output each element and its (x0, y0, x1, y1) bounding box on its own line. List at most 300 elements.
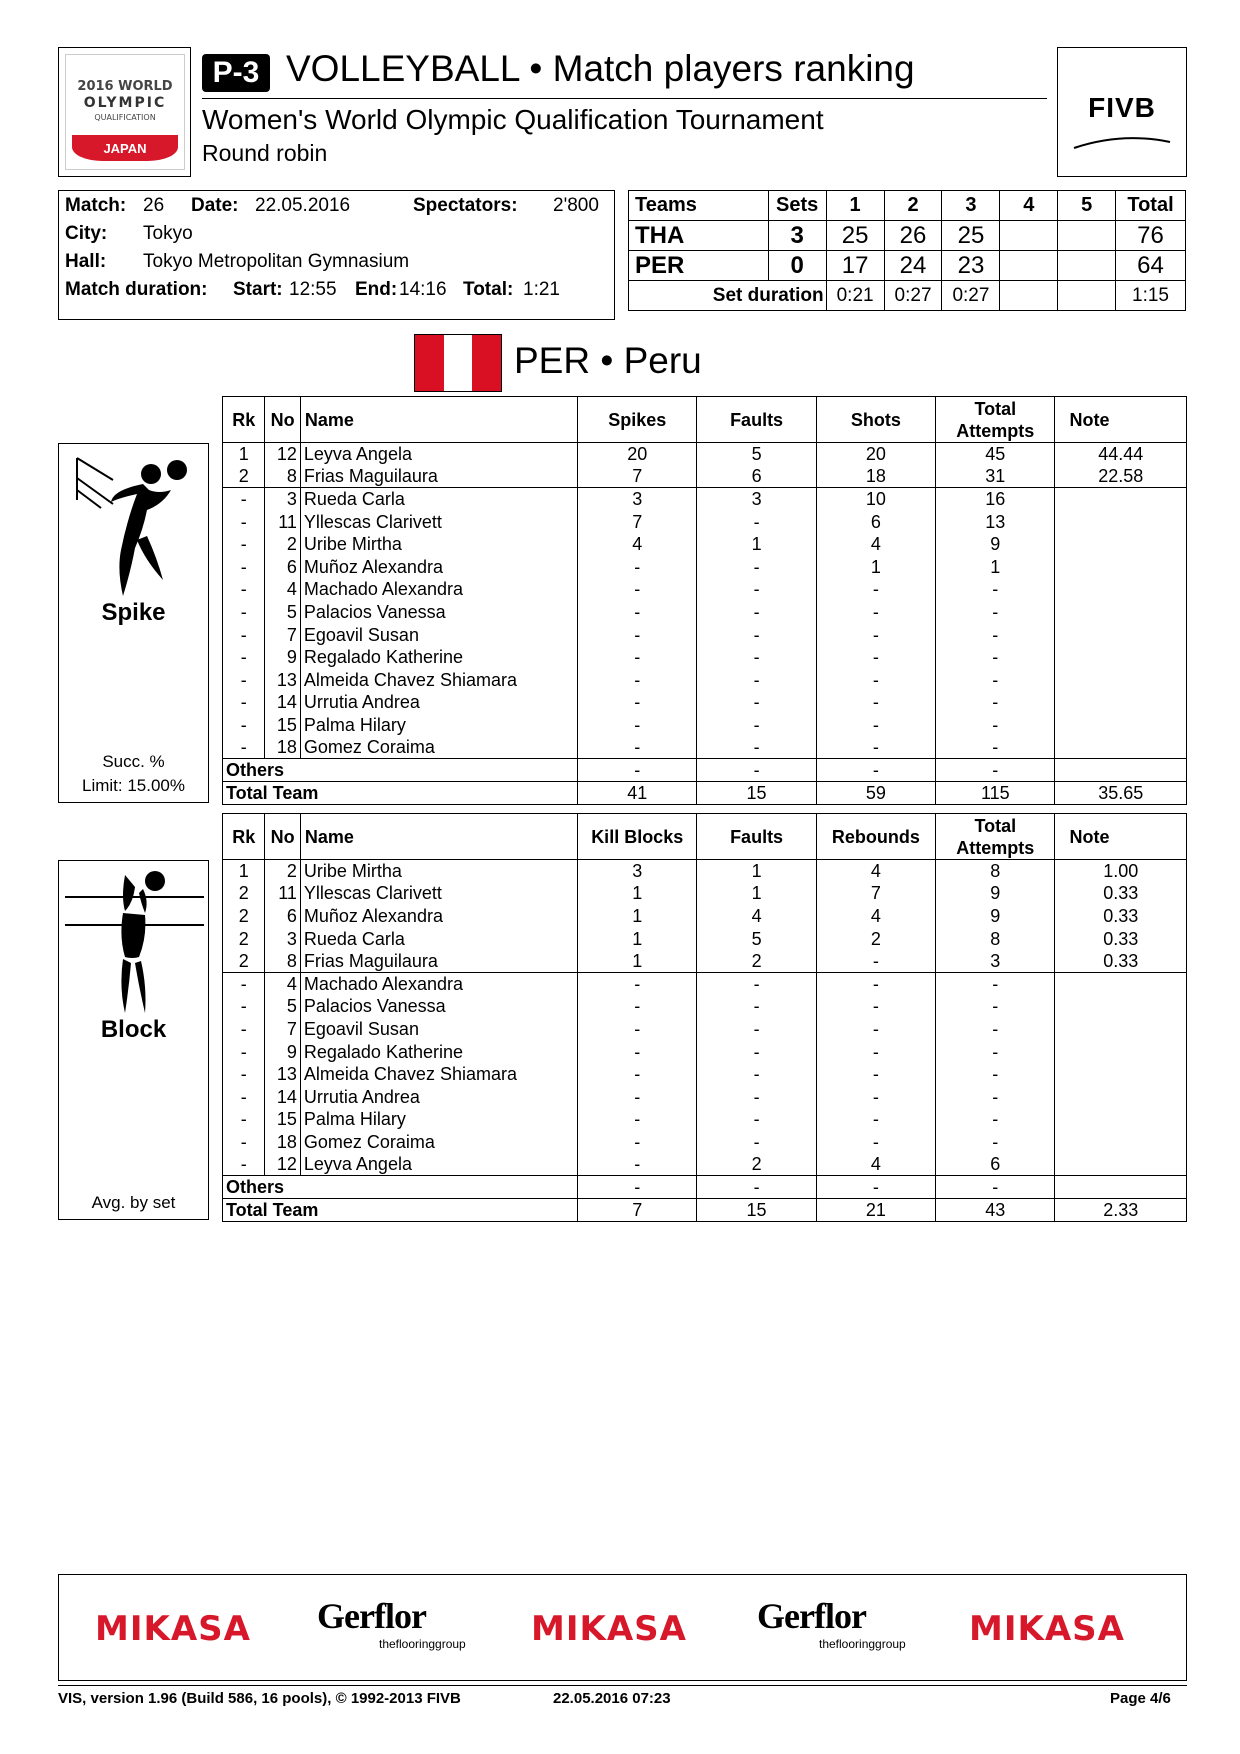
player-rank: - (223, 488, 265, 511)
stat-col2: - (697, 623, 816, 646)
total-label: Total Team (223, 781, 578, 804)
report-code-badge: P-3 (202, 54, 270, 92)
stat-col2: - (697, 555, 816, 578)
block-header-row (223, 814, 1187, 860)
stat-col3: - (816, 1131, 935, 1154)
mikasa-logo: MIKASA (531, 1609, 687, 1649)
stat-col4: - (936, 972, 1055, 995)
stat-col3: - (816, 1108, 935, 1131)
player-number: 2 (265, 533, 300, 556)
player-row (223, 1108, 1187, 1131)
stat-note (1055, 995, 1187, 1018)
player-rank: 2 (223, 927, 265, 950)
stat-col1: - (578, 736, 697, 759)
player-number: 3 (265, 927, 300, 950)
stat-col1: - (578, 691, 697, 714)
player-number: 2 (265, 860, 300, 883)
stat-col1: 7 (578, 465, 697, 488)
player-number: 8 (265, 950, 300, 973)
player-row (223, 950, 1187, 973)
player-rank: - (223, 646, 265, 669)
stat-col3: - (816, 1040, 935, 1063)
header-col4: Total Attempts (936, 397, 1055, 443)
stat-col2: - (697, 1108, 816, 1131)
others-note (1055, 759, 1187, 782)
player-row (223, 488, 1187, 511)
player-row (223, 443, 1187, 466)
player-name: Almeida Chavez Shiamara (300, 668, 577, 691)
set-score: 23 (942, 251, 1000, 281)
player-name: Yllescas Clarivett (300, 882, 577, 905)
stat-col3: - (816, 1063, 935, 1086)
player-name: Egoavil Susan (300, 623, 577, 646)
player-row (223, 465, 1187, 488)
header-col4: Total Attempts (936, 814, 1055, 860)
stat-col3: 18 (816, 465, 935, 488)
stat-col4: 9 (936, 533, 1055, 556)
stat-col1: - (578, 1085, 697, 1108)
player-number: 13 (265, 668, 300, 691)
match-label: Match: (65, 195, 127, 216)
total-team-row (223, 1198, 1187, 1221)
player-row (223, 905, 1187, 928)
total-note: 2.33 (1055, 1198, 1187, 1221)
start-time: 12:55 (289, 279, 337, 300)
player-number: 14 (265, 1085, 300, 1108)
stat-col1: - (578, 1018, 697, 1041)
title-divider (202, 98, 1047, 99)
player-row (223, 1018, 1187, 1041)
player-rank: - (223, 555, 265, 578)
stat-note (1055, 601, 1187, 624)
stat-col2: 4 (697, 905, 816, 928)
total-c3: 21 (816, 1198, 935, 1221)
player-number: 5 (265, 601, 300, 624)
stat-col2: 5 (697, 443, 816, 466)
player-name: Palacios Vanessa (300, 601, 577, 624)
player-name: Uribe Mirtha (300, 533, 577, 556)
player-name: Muñoz Alexandra (300, 555, 577, 578)
stat-col2: - (697, 601, 816, 624)
stat-col3: 7 (816, 882, 935, 905)
stat-col3: - (816, 646, 935, 669)
start-label: Start: (233, 279, 283, 300)
spectators-count: 2'800 (553, 195, 599, 216)
total-note: 35.65 (1055, 781, 1187, 804)
fivb-logo-text: FIVB (1088, 92, 1156, 123)
stat-note (1055, 555, 1187, 578)
stat-col1: 4 (578, 533, 697, 556)
stat-col1: 3 (578, 488, 697, 511)
stat-col4: - (936, 646, 1055, 669)
stat-col3: - (816, 972, 935, 995)
player-row (223, 623, 1187, 646)
report-title: VOLLEYBALL • Match players ranking (286, 48, 915, 89)
player-rank: - (223, 1040, 265, 1063)
stat-col4: - (936, 668, 1055, 691)
stat-col3: 10 (816, 488, 935, 511)
player-row (223, 972, 1187, 995)
others-c3: - (816, 1176, 935, 1199)
stat-col3: 4 (816, 905, 935, 928)
sets-won: 3 (768, 221, 826, 251)
stat-col4: 31 (936, 465, 1055, 488)
others-row (223, 759, 1187, 782)
stat-note (1055, 1153, 1187, 1176)
stat-note (1055, 691, 1187, 714)
player-rank: - (223, 510, 265, 533)
header-rank: Rk (223, 814, 265, 860)
stat-col4: 1 (936, 555, 1055, 578)
mikasa-logo: MIKASA (95, 1609, 251, 1649)
set-score (1058, 221, 1116, 251)
stat-col4: - (936, 1018, 1055, 1041)
stat-note (1055, 623, 1187, 646)
stat-note: 0.33 (1055, 905, 1187, 928)
player-name: Muñoz Alexandra (300, 905, 577, 928)
footer-page-number: Page 4/6 (1110, 1690, 1171, 1707)
player-row (223, 578, 1187, 601)
set-duration (1000, 281, 1058, 311)
player-row (223, 927, 1187, 950)
stat-note: 44.44 (1055, 443, 1187, 466)
player-number: 12 (265, 1153, 300, 1176)
player-number: 7 (265, 623, 300, 646)
player-name: Leyva Angela (300, 443, 577, 466)
player-name: Rueda Carla (300, 927, 577, 950)
stat-col2: - (697, 995, 816, 1018)
duration-label: Match duration: (65, 279, 208, 300)
stat-col3: 1 (816, 555, 935, 578)
stat-note (1055, 646, 1187, 669)
end-time: 14:16 (399, 279, 447, 300)
header-note: Note (1055, 814, 1187, 860)
stat-col4: 13 (936, 510, 1055, 533)
stat-col1: - (578, 995, 697, 1018)
stat-col2: - (697, 1085, 816, 1108)
score-header-row (629, 191, 1186, 221)
stat-col1: 1 (578, 927, 697, 950)
header-name: Name (300, 814, 577, 860)
fivb-swoosh-icon (1072, 130, 1172, 150)
player-name: Palma Hilary (300, 714, 577, 737)
spike-panel (58, 443, 209, 803)
player-number: 18 (265, 1131, 300, 1154)
stat-note (1055, 1018, 1187, 1041)
stat-col1: - (578, 1063, 697, 1086)
stat-note (1055, 736, 1187, 759)
header-name: Name (300, 397, 577, 443)
player-name: Machado Alexandra (300, 578, 577, 601)
player-row (223, 1131, 1187, 1154)
stat-col1: - (578, 972, 697, 995)
set-score (1000, 221, 1058, 251)
player-name: Rueda Carla (300, 488, 577, 511)
block-table-body (223, 860, 1187, 1222)
others-c2: - (697, 1176, 816, 1199)
player-rank: - (223, 601, 265, 624)
stat-col1: 1 (578, 950, 697, 973)
player-name: Gomez Coraima (300, 1131, 577, 1154)
team-code: THA (629, 221, 769, 251)
player-rank: - (223, 995, 265, 1018)
total-c3: 59 (816, 781, 935, 804)
header-number: No (265, 814, 300, 860)
hall-label: Hall: (65, 251, 107, 272)
player-name: Machado Alexandra (300, 972, 577, 995)
player-number: 11 (265, 882, 300, 905)
player-name: Egoavil Susan (300, 1018, 577, 1041)
stat-note (1055, 972, 1187, 995)
stat-note (1055, 1085, 1187, 1108)
stat-col3: - (816, 1085, 935, 1108)
stat-col3: - (816, 668, 935, 691)
player-number: 5 (265, 995, 300, 1018)
set-score (1000, 251, 1058, 281)
score-header-set1: 1 (826, 191, 884, 221)
player-number: 4 (265, 972, 300, 995)
stat-col2: 2 (697, 1153, 816, 1176)
stat-note (1055, 510, 1187, 533)
stat-col2: - (697, 1063, 816, 1086)
hall-value: Tokyo Metropolitan Gymnasium (143, 251, 410, 272)
player-rank: - (223, 668, 265, 691)
player-rank: - (223, 1063, 265, 1086)
set-duration: 0:27 (884, 281, 942, 311)
tournament-name: Women's World Olympic Qualification Tournament (202, 104, 824, 135)
player-row (223, 714, 1187, 737)
stat-col2: - (697, 510, 816, 533)
footer-printed-date: 22.05.2016 07:23 (553, 1690, 671, 1707)
stat-col2: - (697, 578, 816, 601)
stat-col1: - (578, 1040, 697, 1063)
player-rank: - (223, 1153, 265, 1176)
event-logo (58, 47, 191, 177)
others-label: Others (223, 1176, 578, 1199)
header-rank: Rk (223, 397, 265, 443)
stat-col4: - (936, 691, 1055, 714)
event-logo-line3: QUALIFICATION (94, 113, 156, 122)
stat-note (1055, 578, 1187, 601)
player-number: 15 (265, 714, 300, 737)
score-row-tha (629, 221, 1186, 251)
player-rank: - (223, 1085, 265, 1108)
set-duration-total: 1:15 (1116, 281, 1186, 311)
player-rank: 1 (223, 443, 265, 466)
total-points: 64 (1116, 251, 1186, 281)
player-row (223, 601, 1187, 624)
stat-col3: - (816, 736, 935, 759)
header-col3: Rebounds (816, 814, 935, 860)
stat-col4: - (936, 1108, 1055, 1131)
total-duration-label: Total: (463, 279, 514, 300)
player-name: Palacios Vanessa (300, 995, 577, 1018)
city-value: Tokyo (143, 223, 193, 244)
spike-player-icon (73, 450, 195, 600)
round-name: Round robin (202, 140, 328, 166)
stat-col1: - (578, 578, 697, 601)
stat-note: 22.58 (1055, 465, 1187, 488)
stat-note: 0.33 (1055, 927, 1187, 950)
header-col3: Shots (816, 397, 935, 443)
player-rank: - (223, 578, 265, 601)
score-header-total: Total (1116, 191, 1186, 221)
player-name: Frias Maguilaura (300, 950, 577, 973)
stat-col3: - (816, 601, 935, 624)
spike-table-body (223, 443, 1187, 805)
stat-col1: 1 (578, 882, 697, 905)
stat-col3: 4 (816, 860, 935, 883)
stat-col4: - (936, 1063, 1055, 1086)
stat-col4: - (936, 736, 1055, 759)
set-duration: 0:21 (826, 281, 884, 311)
stat-col3: - (816, 623, 935, 646)
team-code: PER (629, 251, 769, 281)
date-label: Date: (191, 195, 239, 216)
player-row (223, 555, 1187, 578)
stat-col4: - (936, 1040, 1055, 1063)
score-header-teams: Teams (629, 191, 769, 221)
set-score: 26 (884, 221, 942, 251)
player-number: 14 (265, 691, 300, 714)
stat-col2: 5 (697, 927, 816, 950)
others-label: Others (223, 759, 578, 782)
stat-col1: - (578, 623, 697, 646)
total-label: Total Team (223, 1198, 578, 1221)
player-name: Yllescas Clarivett (300, 510, 577, 533)
player-rank: - (223, 972, 265, 995)
player-name: Uribe Mirtha (300, 860, 577, 883)
player-rank: 2 (223, 905, 265, 928)
player-row (223, 646, 1187, 669)
stat-col4: - (936, 601, 1055, 624)
player-name: Urrutia Andrea (300, 691, 577, 714)
stat-note: 1.00 (1055, 860, 1187, 883)
total-c2: 15 (697, 1198, 816, 1221)
stat-col1: - (578, 1131, 697, 1154)
spectators-label: Spectators: (413, 195, 518, 216)
others-row (223, 1176, 1187, 1199)
player-row (223, 736, 1187, 759)
player-number: 6 (265, 905, 300, 928)
header-col2: Faults (697, 814, 816, 860)
player-row (223, 1085, 1187, 1108)
spike-limit: Limit: 15.00% (82, 776, 185, 795)
stat-col4: 9 (936, 882, 1055, 905)
player-rank: 2 (223, 950, 265, 973)
player-rank: 2 (223, 465, 265, 488)
player-number: 3 (265, 488, 300, 511)
stat-col2: - (697, 736, 816, 759)
player-row (223, 1153, 1187, 1176)
spike-header-row (223, 397, 1187, 443)
stat-col3: - (816, 995, 935, 1018)
stat-col1: 3 (578, 860, 697, 883)
player-rank: 2 (223, 882, 265, 905)
stat-col2: - (697, 1018, 816, 1041)
sets-won: 0 (768, 251, 826, 281)
stat-col3: - (816, 714, 935, 737)
team-title: PER • Peru (514, 340, 702, 381)
stat-col4: 8 (936, 927, 1055, 950)
player-row (223, 860, 1187, 883)
stat-col2: 2 (697, 950, 816, 973)
sponsor-banner (58, 1574, 1187, 1681)
match-date: 22.05.2016 (255, 195, 351, 216)
end-label: End: (355, 279, 398, 300)
stat-col4: 6 (936, 1153, 1055, 1176)
player-number: 12 (265, 443, 300, 466)
player-row (223, 668, 1187, 691)
total-c2: 15 (697, 781, 816, 804)
player-row (223, 882, 1187, 905)
stat-note (1055, 488, 1187, 511)
stat-col4: 9 (936, 905, 1055, 928)
stat-col4: 3 (936, 950, 1055, 973)
player-number: 7 (265, 1018, 300, 1041)
player-number: 6 (265, 555, 300, 578)
player-number: 4 (265, 578, 300, 601)
header-col1: Kill Blocks (578, 814, 697, 860)
stat-col2: 1 (697, 860, 816, 883)
stat-col3: 4 (816, 533, 935, 556)
block-label: Block (100, 1016, 167, 1043)
player-row (223, 1063, 1187, 1086)
mikasa-logo: MIKASA (969, 1609, 1125, 1649)
score-header-set2: 2 (884, 191, 942, 221)
total-team-row (223, 781, 1187, 804)
stat-col4: - (936, 1131, 1055, 1154)
player-rank: - (223, 736, 265, 759)
gerflor-logo: Gerflor (317, 1596, 426, 1636)
player-row (223, 1040, 1187, 1063)
player-number: 15 (265, 1108, 300, 1131)
set-duration (1058, 281, 1116, 311)
stat-col2: - (697, 691, 816, 714)
event-logo-line2: OLYMPIC (83, 95, 167, 111)
set-score (1058, 251, 1116, 281)
others-note (1055, 1176, 1187, 1199)
stat-col2: 3 (697, 488, 816, 511)
fivb-logo (1057, 47, 1187, 177)
header-note: Note (1055, 397, 1187, 443)
player-name: Gomez Coraima (300, 736, 577, 759)
stat-col1: - (578, 646, 697, 669)
block-note: Avg. by set (91, 1193, 176, 1212)
spike-label: Spike (101, 599, 166, 626)
stat-col4: - (936, 1085, 1055, 1108)
match-info-panel (58, 190, 615, 320)
player-name: Leyva Angela (300, 1153, 577, 1176)
player-rank: - (223, 1018, 265, 1041)
spike-note: Succ. % (102, 752, 165, 771)
stat-col3: 2 (816, 927, 935, 950)
header-col2: Faults (697, 397, 816, 443)
others-c4: - (936, 1176, 1055, 1199)
stat-col4: 16 (936, 488, 1055, 511)
player-rank: - (223, 623, 265, 646)
stat-note (1055, 1108, 1187, 1131)
stat-col2: - (697, 1040, 816, 1063)
player-number: 8 (265, 465, 300, 488)
stat-col2: - (697, 646, 816, 669)
others-c1: - (578, 759, 697, 782)
spike-table (222, 396, 1187, 805)
stat-note (1055, 1063, 1187, 1086)
block-player-icon (63, 867, 206, 1017)
player-number: 9 (265, 646, 300, 669)
total-c1: 7 (578, 1198, 697, 1221)
